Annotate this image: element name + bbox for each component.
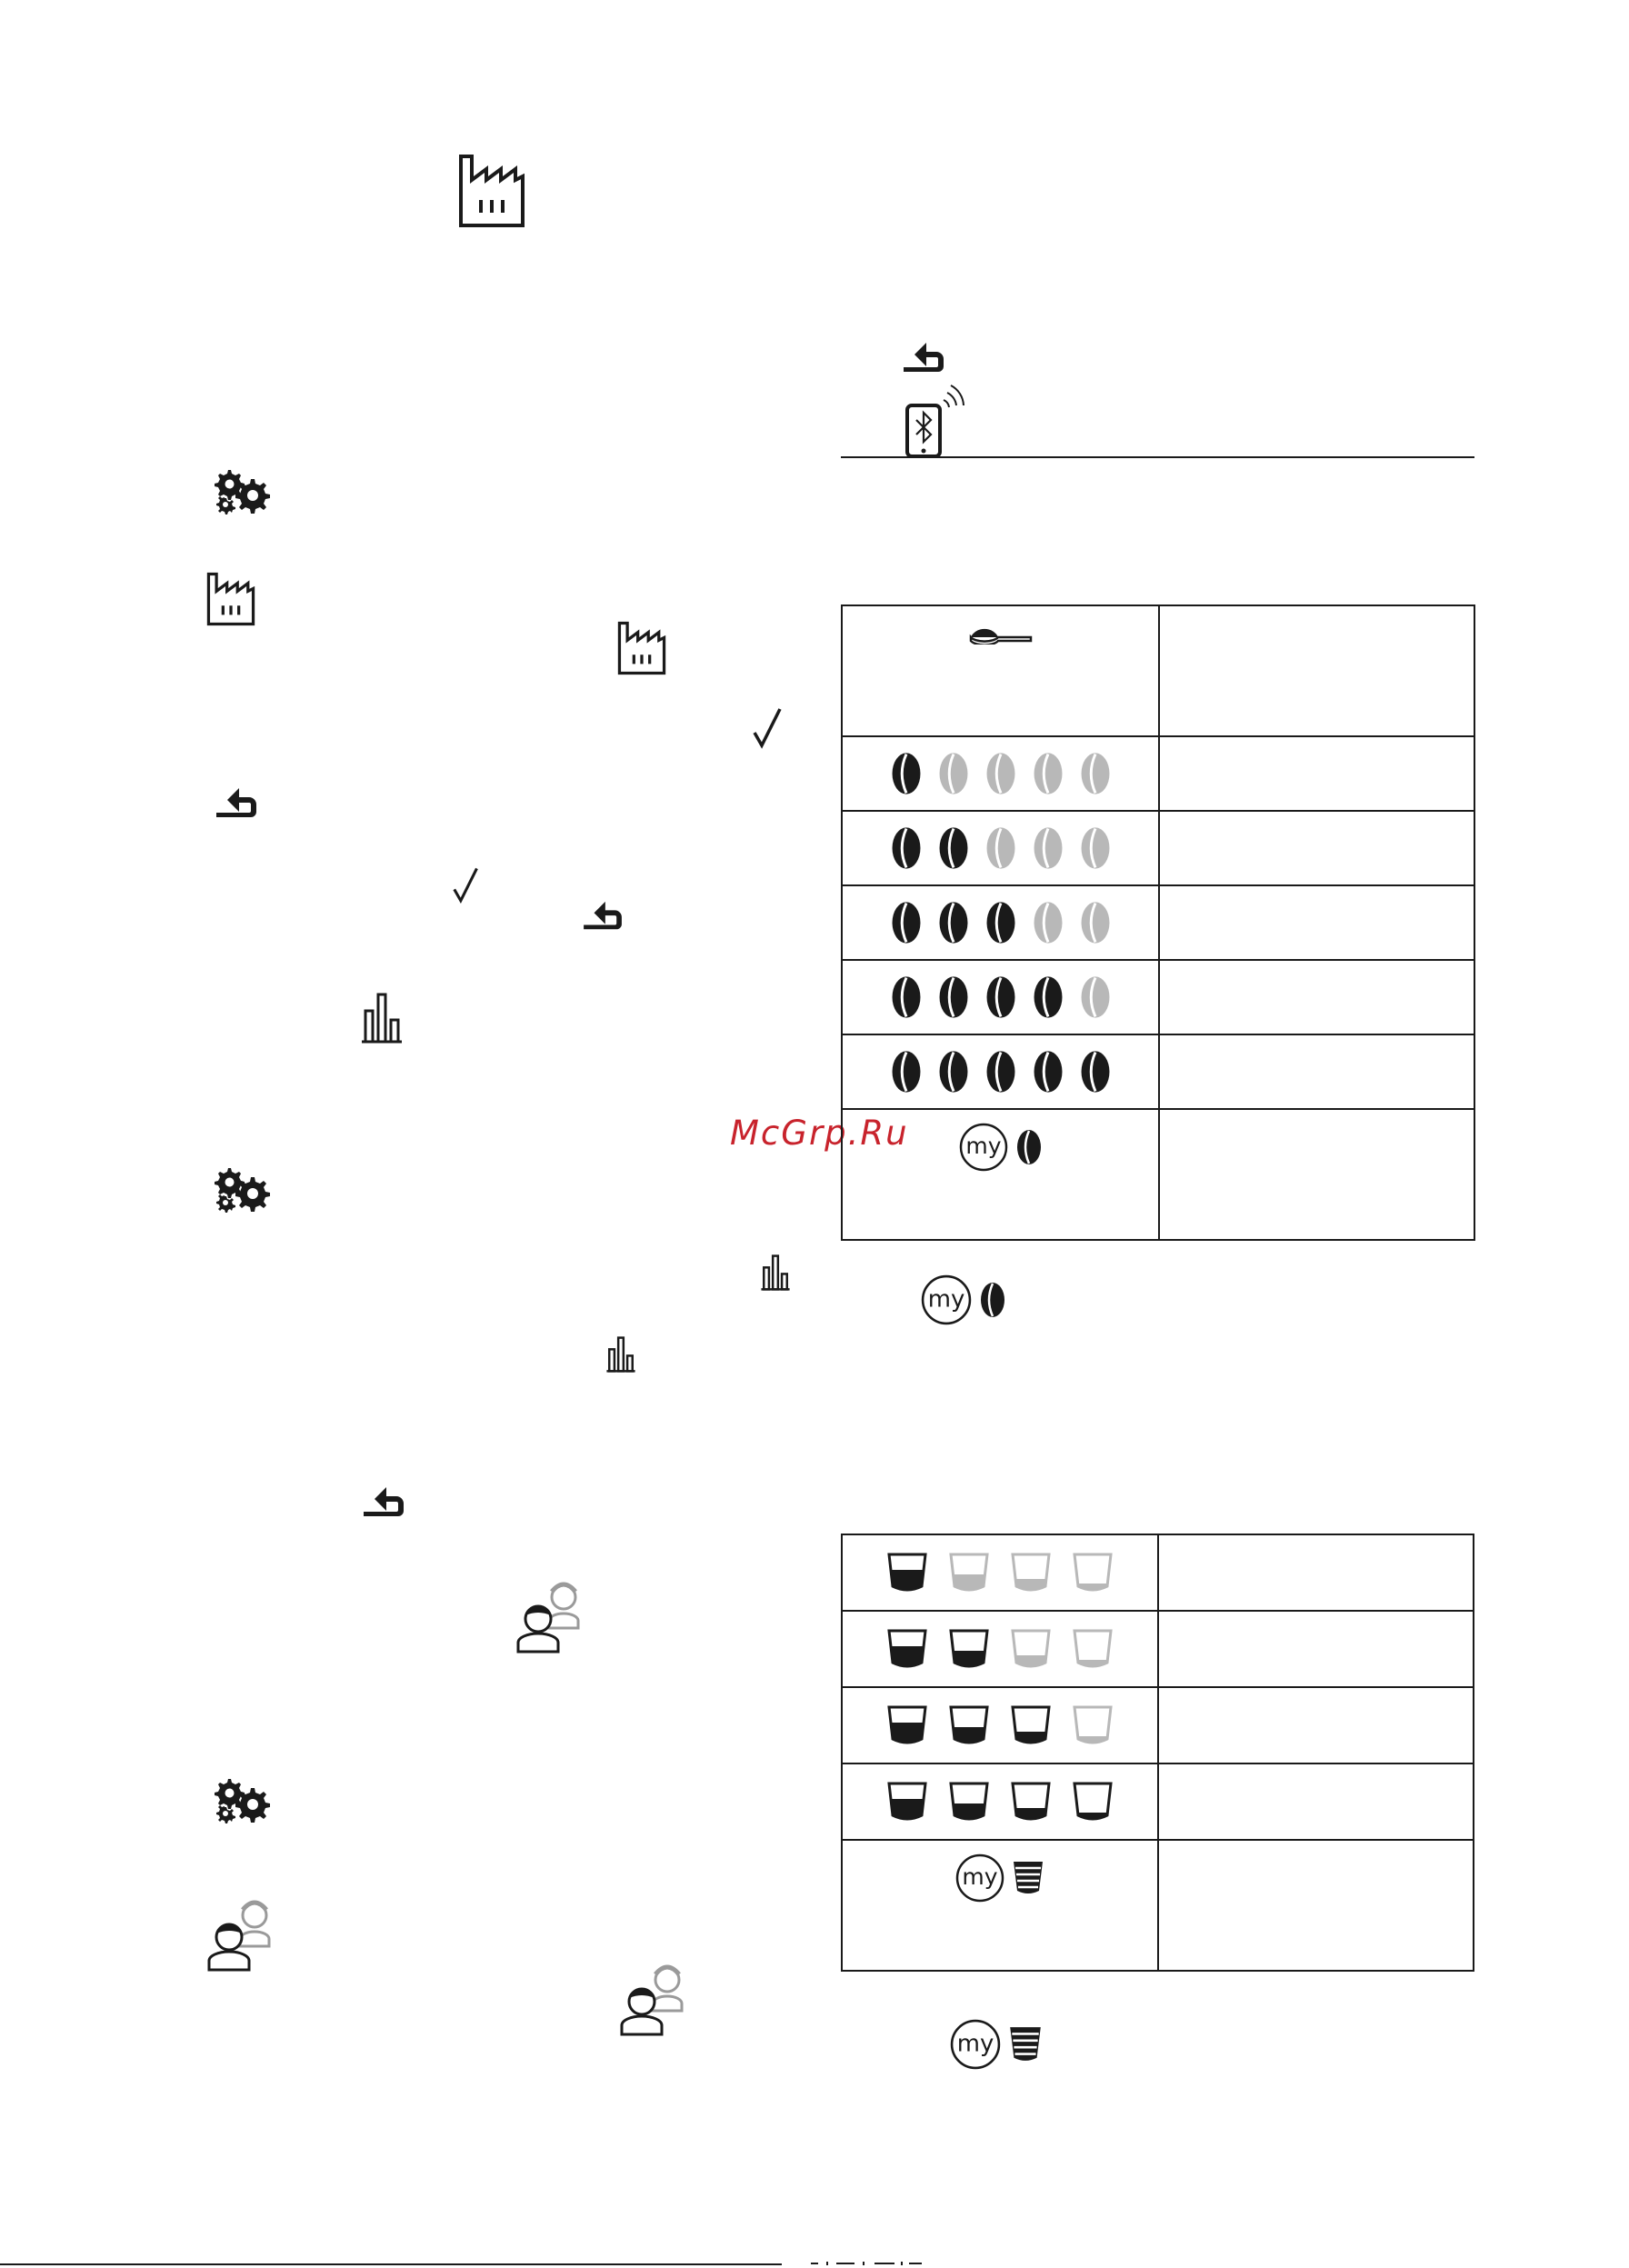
aroma-level-5 bbox=[843, 1049, 1158, 1094]
aroma-header-desc bbox=[1159, 605, 1474, 736]
quantity-level-1 bbox=[843, 1552, 1157, 1594]
coffee-bean-icon-empty bbox=[937, 751, 970, 796]
coffee-bean-icon-filled bbox=[937, 900, 970, 945]
svg-text:my: my bbox=[927, 1285, 965, 1314]
footer-marks bbox=[807, 2261, 925, 2266]
coffee-bean-icon-filled bbox=[890, 1049, 923, 1094]
cup-icon-empty bbox=[1072, 1552, 1114, 1594]
my-icon bbox=[955, 1853, 1004, 1903]
coffee-bean-icon-filled bbox=[1032, 974, 1064, 1020]
bar-chart-icon bbox=[760, 1254, 791, 1291]
gears-icon bbox=[216, 468, 269, 510]
coffee-bean-icon-filled bbox=[984, 900, 1017, 945]
aroma-level-1 bbox=[843, 751, 1158, 796]
my-quantity-legend bbox=[950, 2019, 1043, 2070]
gears-icon bbox=[216, 1166, 269, 1208]
bluetooth-phone-icon bbox=[904, 382, 965, 458]
cup-icon-filled bbox=[948, 1781, 990, 1823]
user-profiles-icon bbox=[618, 1960, 691, 2036]
coffee-bean-icon-filled bbox=[1032, 1049, 1064, 1094]
cup-icon-empty bbox=[1072, 1628, 1114, 1670]
quantity-level-2 bbox=[843, 1628, 1157, 1670]
coffee-bean-icon-filled bbox=[984, 974, 1017, 1020]
cup-icon-filled bbox=[1072, 1781, 1114, 1823]
coffee-bean-icon-empty bbox=[1032, 900, 1064, 945]
section-divider bbox=[841, 456, 1474, 458]
my-aroma-row bbox=[843, 1123, 1158, 1172]
my-icon bbox=[950, 2019, 1001, 2070]
factory-icon bbox=[618, 622, 665, 674]
coffee-bean-icon-filled bbox=[937, 974, 970, 1020]
back-arrow-icon bbox=[215, 786, 258, 823]
bar-chart-icon bbox=[605, 1336, 636, 1373]
coffee-bean-icon-filled bbox=[984, 1049, 1017, 1094]
check-icon bbox=[753, 707, 784, 749]
my-icon bbox=[921, 1274, 972, 1325]
user-profiles-icon bbox=[515, 1577, 587, 1654]
factory-icon bbox=[207, 573, 255, 625]
factory-icon bbox=[459, 155, 525, 227]
coffee-bean-icon bbox=[1015, 1128, 1043, 1166]
cup-icon-empty bbox=[1010, 1552, 1052, 1594]
my-aroma-legend bbox=[921, 1274, 1006, 1325]
cup-icon-empty bbox=[1072, 1704, 1114, 1746]
footer-rule bbox=[0, 2263, 782, 2265]
gears-icon bbox=[216, 1777, 269, 1819]
coffee-bean-icon-filled bbox=[1079, 1049, 1112, 1094]
cup-icon-filled bbox=[886, 1704, 928, 1746]
aroma-level-4 bbox=[843, 974, 1158, 1020]
my-quantity-row bbox=[843, 1853, 1157, 1903]
aroma-level-3 bbox=[843, 900, 1158, 945]
aroma-level-2 bbox=[843, 825, 1158, 871]
cup-icon-filled bbox=[948, 1628, 990, 1670]
coffee-bean-icon-filled bbox=[890, 751, 923, 796]
coffee-bean-icon-empty bbox=[1079, 900, 1112, 945]
svg-text:my: my bbox=[956, 2030, 994, 2058]
svg-text:my: my bbox=[964, 1133, 1002, 1159]
quantity-level-3 bbox=[843, 1704, 1157, 1746]
cup-icon-filled bbox=[886, 1628, 928, 1670]
coffee-bean-icon-empty bbox=[984, 751, 1017, 796]
bar-chart-icon bbox=[360, 993, 404, 1044]
cup-quantity-icon bbox=[1012, 1860, 1044, 1896]
coffee-bean-icon-empty bbox=[1079, 751, 1112, 796]
back-arrow-icon bbox=[582, 900, 624, 934]
cup-icon-empty bbox=[1010, 1628, 1052, 1670]
check-icon bbox=[453, 866, 480, 904]
my-icon bbox=[959, 1123, 1008, 1172]
coffee-bean-icon-empty bbox=[984, 825, 1017, 871]
cup-icon-filled bbox=[886, 1781, 928, 1823]
coffee-bean-icon-empty bbox=[1032, 751, 1064, 796]
cup-icon-filled bbox=[886, 1552, 928, 1594]
svg-text:my: my bbox=[962, 1863, 998, 1890]
cup-icon-filled bbox=[1010, 1704, 1052, 1746]
coffee-bean-icon-empty bbox=[1032, 825, 1064, 871]
cup-icon-filled bbox=[948, 1704, 990, 1746]
coffee-bean-icon-filled bbox=[890, 825, 923, 871]
back-arrow-icon bbox=[362, 1485, 405, 1522]
coffee-bean-icon-filled bbox=[937, 825, 970, 871]
ground-coffee-scoop-icon bbox=[969, 619, 1033, 648]
watermark: McGrp.Ru bbox=[730, 1114, 909, 1153]
cup-icon-empty bbox=[948, 1552, 990, 1594]
aroma-table bbox=[841, 604, 1475, 1241]
quantity-table bbox=[841, 1534, 1474, 1972]
coffee-bean-icon-filled bbox=[890, 974, 923, 1020]
quantity-level-4 bbox=[843, 1781, 1157, 1823]
coffee-bean-icon-filled bbox=[890, 900, 923, 945]
coffee-bean-icon bbox=[979, 1281, 1006, 1319]
cup-quantity-icon bbox=[1008, 2025, 1043, 2063]
back-arrow-icon bbox=[902, 341, 945, 377]
coffee-bean-icon-empty bbox=[1079, 825, 1112, 871]
coffee-bean-icon-empty bbox=[1079, 974, 1112, 1020]
cup-icon-filled bbox=[1010, 1781, 1052, 1823]
coffee-bean-icon-filled bbox=[937, 1049, 970, 1094]
user-profiles-icon bbox=[205, 1895, 278, 1972]
